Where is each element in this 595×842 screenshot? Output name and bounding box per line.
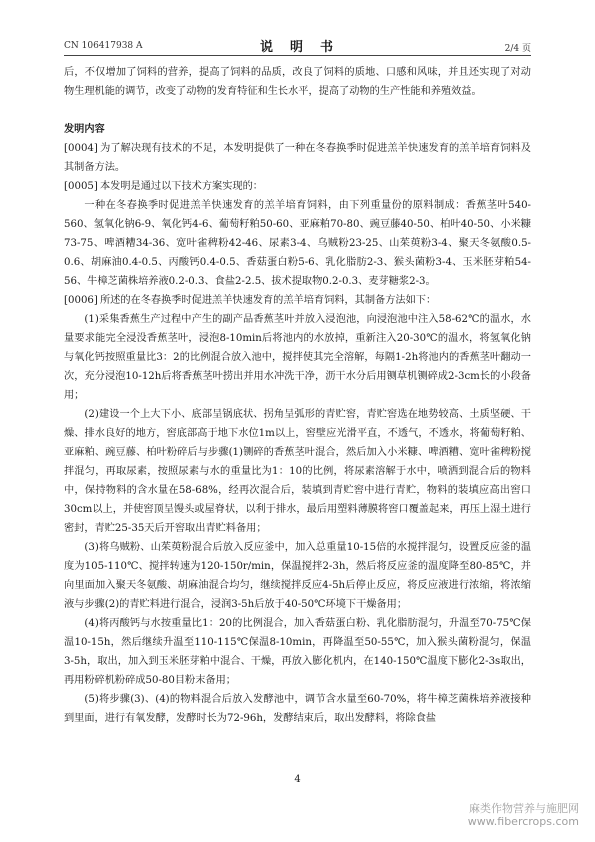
watermark-site-name: 麻类作物营养与施肥网 [469, 802, 579, 815]
paragraph-number: [0005] [64, 181, 98, 192]
paragraph-0006 [64, 291, 531, 310]
paragraph-number: [0004] [64, 143, 98, 154]
paragraph-text: 本发明是通过以下技术方案实现的： [100, 181, 263, 192]
section-heading: 发明内容 [64, 123, 105, 135]
watermark-url: www.fibercrops.com [467, 815, 579, 828]
page-number: 4 [294, 774, 301, 785]
step-2: (2)建设一个上大下小、底部呈锅底状、拐角呈弧形的青贮窖，青贮窖选在地势较高、土质坚硬、干燥、排水良好的地方，窖底部高于地下水位1m以上，窖壁应光滑平直，不透气，不透水，将葡萄籽粕、亚麻粕、豌豆藤、柏叶粉碎后与步骤(1)铡碎的香蕉茎叶混合，然后加入小米糠、啤酒糟、宽叶雀稗粉搅拌混匀，再取尿素，按照尿素与水的重量比为1：10的比例，将尿素溶解于水中，喷洒到混合后的物料中，保持物料的含水量在58-68%，经再次混合后，装填到青贮窖中进行青贮，物料的装填应高出窖口30cm以上，并使窖顶呈馒头或屋脊状，以利于排水，最后用塑料薄膜将窖口覆盖起来，再压上湿土进行密封，青贮25-35天后开窖取出青贮料备用； [64, 409, 531, 534]
paragraph-number: [0006] [64, 295, 98, 306]
step-4: (4)将丙酸钙与水按重量比1：20的比例混合，加入香菇蛋白粉、乳化脂肪混匀，升温至70-75℃保温10-15h，然后继续升温至110-115℃保温8-10min，再降温至50-55℃，加入猴头菌粉混匀，保温3-5h，取出，加入到玉米胚芽粕中混合、干燥，再放入膨化机内，在140-150℃温度下膨化2-3s取出，再用粉碎机粉碎成50-80目粉末备用； [64, 618, 531, 686]
step-3: (3)将乌贼粉、山茱萸粉混合后放入反应釜中，加入总重量10-15倍的水搅拌混匀，设置反应釜的温度为105-110℃、搅拌转速为120-150r/min，保温搅拌2-3h，然后将反应釜的温度降至80-85℃，并向里面加入聚天冬氨酸、胡麻油混合均匀，继续搅拌反应4-5h后停止反应，将反应液进行浓缩，将浓缩液与步骤(2)的青贮料进行混合，浸润3-5h后放于40-50℃环境下干燥备用； [64, 542, 531, 610]
intro-paragraph: 后，不仅增加了饲料的营养，提高了饲料的品质，改良了饲料的质地、口感和风味，并且还实现了对动物生理机能的调节，改变了动物的发育特征和生长水平，提高了动物的生产性能和养殖效益。 [64, 67, 531, 97]
header-rule [64, 55, 531, 56]
formula-paragraph: 一种在冬春换季时促进羔羊快速发育的羔羊培育饲料，由下列重量份的原料制成：香蕉茎叶540-560、氢氧化钠6-9、氧化钙4-6、葡萄籽粕50-60、亚麻粕70-80、豌豆藤40-50、柏叶40-50、小米糠73-75、啤酒糟34-36、宽叶雀稗粉42-46、尿素3-4、乌贼粉23-25、山茱萸粉3-4、聚天冬氨酸0.5-0.6、胡麻油0.4-0.5、丙酸钙0.4-0.5、香菇蛋白粉5-6、乳化脂肪2-3、猴头菌粉3-4、玉米胚芽粕54-56、牛樟芝菌株培养液0.2-0.3、食盐2-2.5、拔术提取物0.2-0.3、麦芽糖浆2-3。 [64, 200, 531, 287]
page-indicator: 2/4 页 [504, 44, 531, 54]
paragraph-text: 所述的在冬春换季时促进羔羊快速发育的羔羊培育饲料，其制备方法如下： [100, 295, 437, 306]
step-1: (1)采集香蕉生产过程中产生的副产品香蕉茎叶并放入浸泡池，向浸泡池中注入58-62℃的温水，水量要求能完全浸没香蕉茎叶，浸泡8-10min后将池内的水放掉，重新注入20-30℃的温水，将氢氧化钠与氧化钙按照重量比3：2的比例混合放入池中，搅拌使其完全溶解，每隔1-2h将池内的香蕉茎叶翻动一次，充分浸泡10-12h后将香蕉茎叶捞出并用水冲洗干净，沥干水分后用铡草机铡碎成2-3cm长的小段备用； [64, 314, 531, 401]
step-5: (5)将步骤(3)、(4)的物料混合后放入发酵池中，调节含水量至60-70%，将牛樟芝菌株培养液接种到里面，进行有氧发酵，发酵时长为72-96h，发酵结束后，取出发酵料，将除食盐 [64, 694, 531, 724]
paragraph-0005 [64, 177, 531, 196]
patent-number: CN 106417938 A [64, 41, 143, 51]
page-header [0, 0, 595, 60]
paragraph-0004 [64, 139, 531, 177]
document-title: 说 明 书 [259, 40, 335, 55]
document-body [64, 63, 531, 728]
paragraph-text: 为了解决现有技术的不足，本发明提供了一种在冬春换季时促进羔羊快速发育的羔羊培育饲料及其制备方法。 [64, 143, 531, 173]
